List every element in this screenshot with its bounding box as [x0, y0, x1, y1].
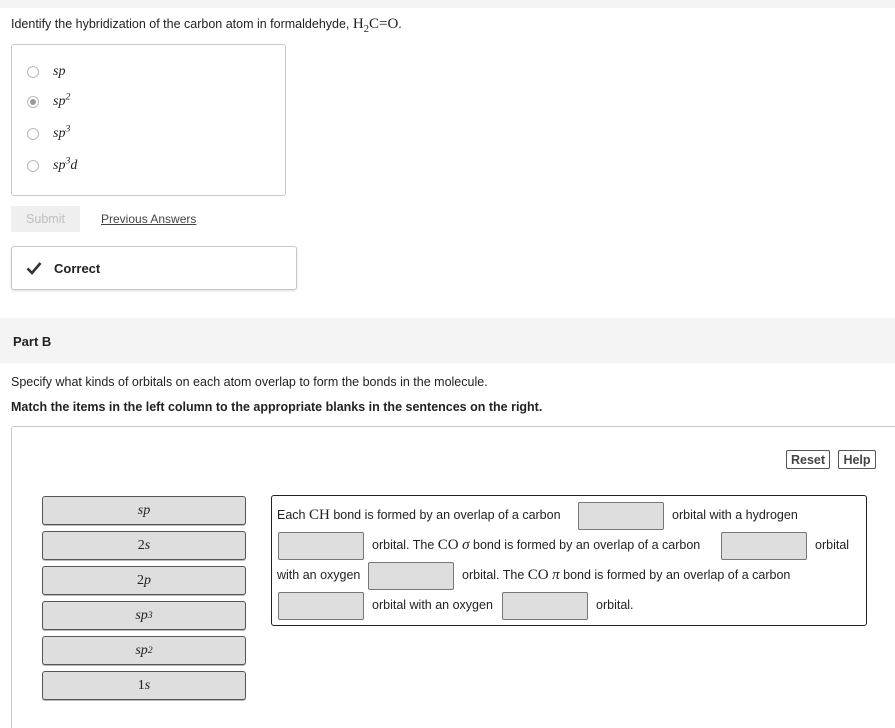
tile-2p[interactable]: 2 p — [42, 566, 246, 595]
drop-blank-3[interactable] — [721, 532, 807, 560]
radio-button[interactable] — [27, 66, 39, 78]
previous-answers-link[interactable]: Previous Answers — [101, 212, 197, 226]
formula: $H_2C=O$ — [352, 16, 399, 35]
feedback-label: Correct — [54, 260, 101, 276]
drop-blank-6[interactable] — [502, 592, 588, 620]
reset-button[interactable]: Reset — [786, 450, 830, 469]
tile-1s[interactable]: 1 s — [42, 671, 246, 700]
radio-button[interactable] — [27, 128, 39, 140]
submit-button[interactable]: Submit — [11, 206, 80, 232]
tile-2s[interactable]: 2 s — [42, 531, 246, 560]
sentence-text: with an oxygen — [277, 568, 361, 582]
radio-button[interactable] — [27, 160, 39, 172]
radio-button-selected[interactable] — [27, 96, 39, 108]
tile-sp[interactable]: sp — [42, 496, 246, 525]
sentence-text: Each CH bond is formed by an overlap of a carbon — [277, 507, 561, 523]
drop-blank-1[interactable] — [578, 502, 664, 530]
match-instruction: Match the items in the left column to the appropriate blanks in the sentences on the right. — [11, 400, 543, 414]
sentence-text: orbital — [815, 538, 850, 552]
question-text: Identify the hybridization of the carbon atom in formaldehyde, $H_2C=O$. — [11, 16, 402, 35]
help-button[interactable]: Help — [838, 450, 876, 469]
sentence-text: orbital with a hydrogen — [672, 508, 798, 522]
part-b-instruction: Specify what kinds of orbitals on each atom overlap to form the bonds in the molecule. — [11, 375, 488, 389]
drop-blank-4[interactable] — [368, 562, 454, 590]
choice-sp3d[interactable]: $sp^3d$ — [27, 156, 77, 176]
sentence-text: orbital. — [596, 598, 634, 612]
drop-blank-2[interactable] — [278, 532, 364, 560]
top-divider — [0, 0, 895, 8]
sentence-text: orbital. The CO π bond is formed by an overlap of a carbon — [462, 567, 791, 583]
sentence-text: orbital. The CO σ bond is formed by an overlap of a carbon — [372, 537, 701, 553]
choice-sp[interactable]: sp — [27, 62, 65, 82]
answer-choices — [11, 44, 286, 196]
choice-sp2[interactable]: $sp^2$ — [27, 92, 70, 112]
feedback-correct — [11, 246, 297, 290]
part-b-header — [0, 318, 895, 363]
choice-sp3[interactable]: $sp^3$ — [27, 124, 70, 144]
drop-blank-5[interactable] — [278, 592, 364, 620]
part-b-title: Part B — [13, 334, 52, 349]
sentence-text: orbital with an oxygen — [372, 598, 493, 612]
checkmark-icon — [26, 261, 42, 275]
tile-sp2[interactable]: sp 2 — [42, 636, 246, 665]
tile-sp3[interactable]: sp 3 — [42, 601, 246, 630]
sentence-area — [271, 495, 867, 626]
